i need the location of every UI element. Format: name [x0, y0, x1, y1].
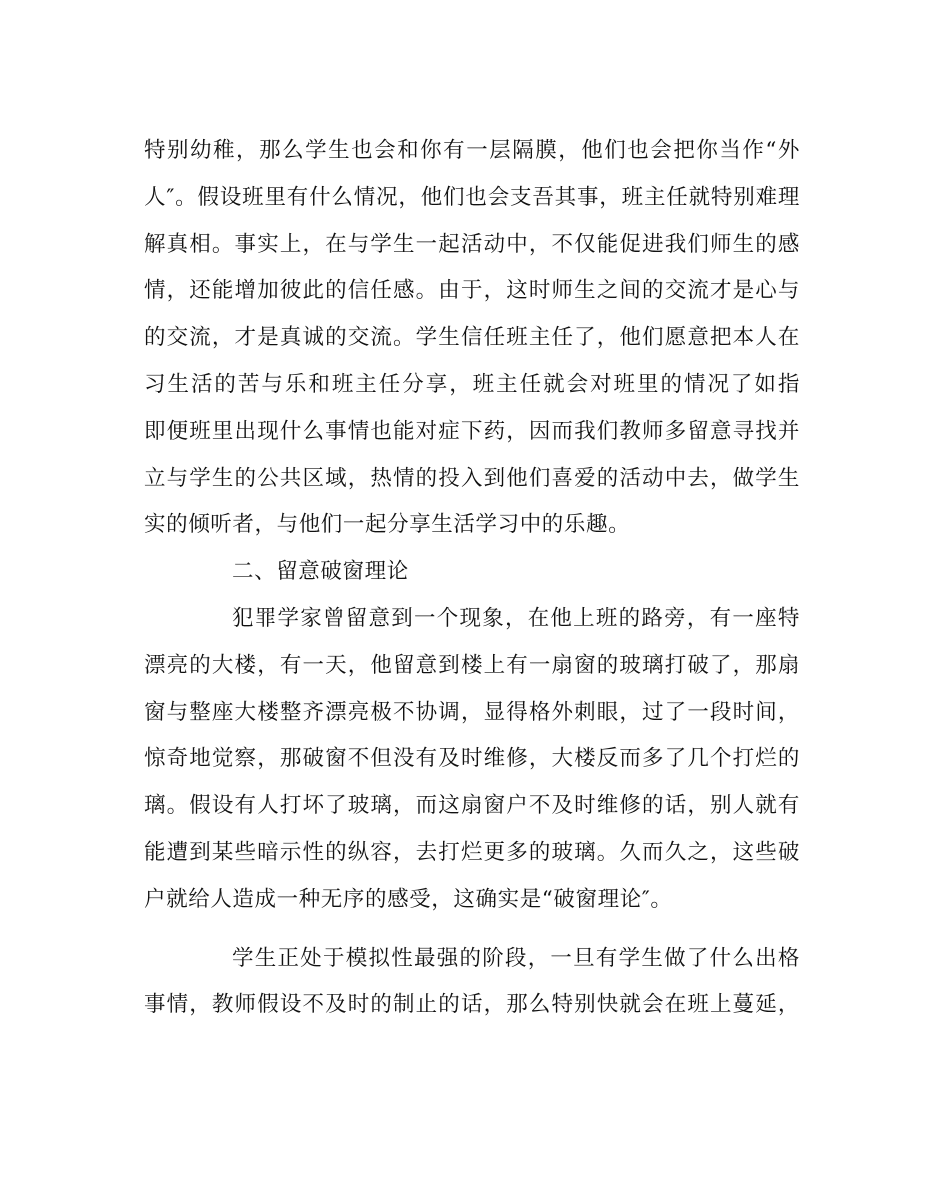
document-body: [144, 128, 800, 1029]
text-line: 立与学生的公共区域，热情的投入到他们喜爱的活动中去，做学生: [144, 465, 800, 491]
text-line: 的交流，才是真诚的交流。学生信任班主任了，他们愿意把本人在: [144, 325, 800, 351]
text-line: 特别幼稚，那么学生也会和你有一层隔膜，他们也会把你当作“外: [144, 138, 800, 163]
text-line: 事情，教师假设不及时的制止的话，那么特别快就会在班上蔓延，: [144, 992, 800, 1018]
paragraph-3: [144, 936, 800, 1030]
text-line: 窗与整座大楼整齐漂亮极不协调，显得格外刺眼，过了一段时间，: [144, 699, 800, 725]
text-line: 人″。假设班里有什么情况，他们也会支吾其事，班主任就特别难理: [144, 184, 800, 210]
section-heading: 二、留意破窗理论: [232, 559, 409, 585]
text-line: 实的倾听者，与他们一起分享生活学习中的乐趣。: [144, 512, 631, 538]
text-line: 犯罪学家曾留意到一个现象，在他上班的路旁，有一座特: [232, 605, 800, 631]
text-line: 璃。假设有人打坏了玻璃，而这扇窗户不及时维修的话，别人就有: [144, 793, 800, 819]
paragraph-2: [144, 596, 800, 924]
text-line: 学生正处于模拟性最强的阶段，一旦有学生做了什么出格: [232, 945, 800, 971]
paragraph-gap: [144, 924, 800, 936]
text-line: 即便班里出现什么事情也能对症下药，因而我们教师多留意寻找并: [144, 418, 800, 444]
text-line: 解真相。事实上，在与学生一起活动中，不仅能促进我们师生的感: [144, 231, 800, 257]
text-line: 户就给人造成一种无序的感受，这确实是“破窗理论″。: [144, 886, 673, 912]
text-line: 情，还能增加彼此的信任感。由于，这时师生之间的交流才是心与: [144, 278, 800, 304]
text-line: 能遭到某些暗示性的纵容，去打烂更多的玻璃。久而久之，这些破: [144, 839, 800, 865]
text-line: 漂亮的大楼，有一天，他留意到楼上有一扇窗的玻璃打破了，那扇: [144, 652, 800, 678]
text-line: 惊奇地觉察，那破窗不但没有及时维修，大楼反而多了几个打烂的: [144, 746, 800, 772]
text-line: 习生活的苦与乐和班主任分享，班主任就会对班里的情况了如指: [144, 371, 800, 397]
paragraph-1: [144, 128, 800, 549]
